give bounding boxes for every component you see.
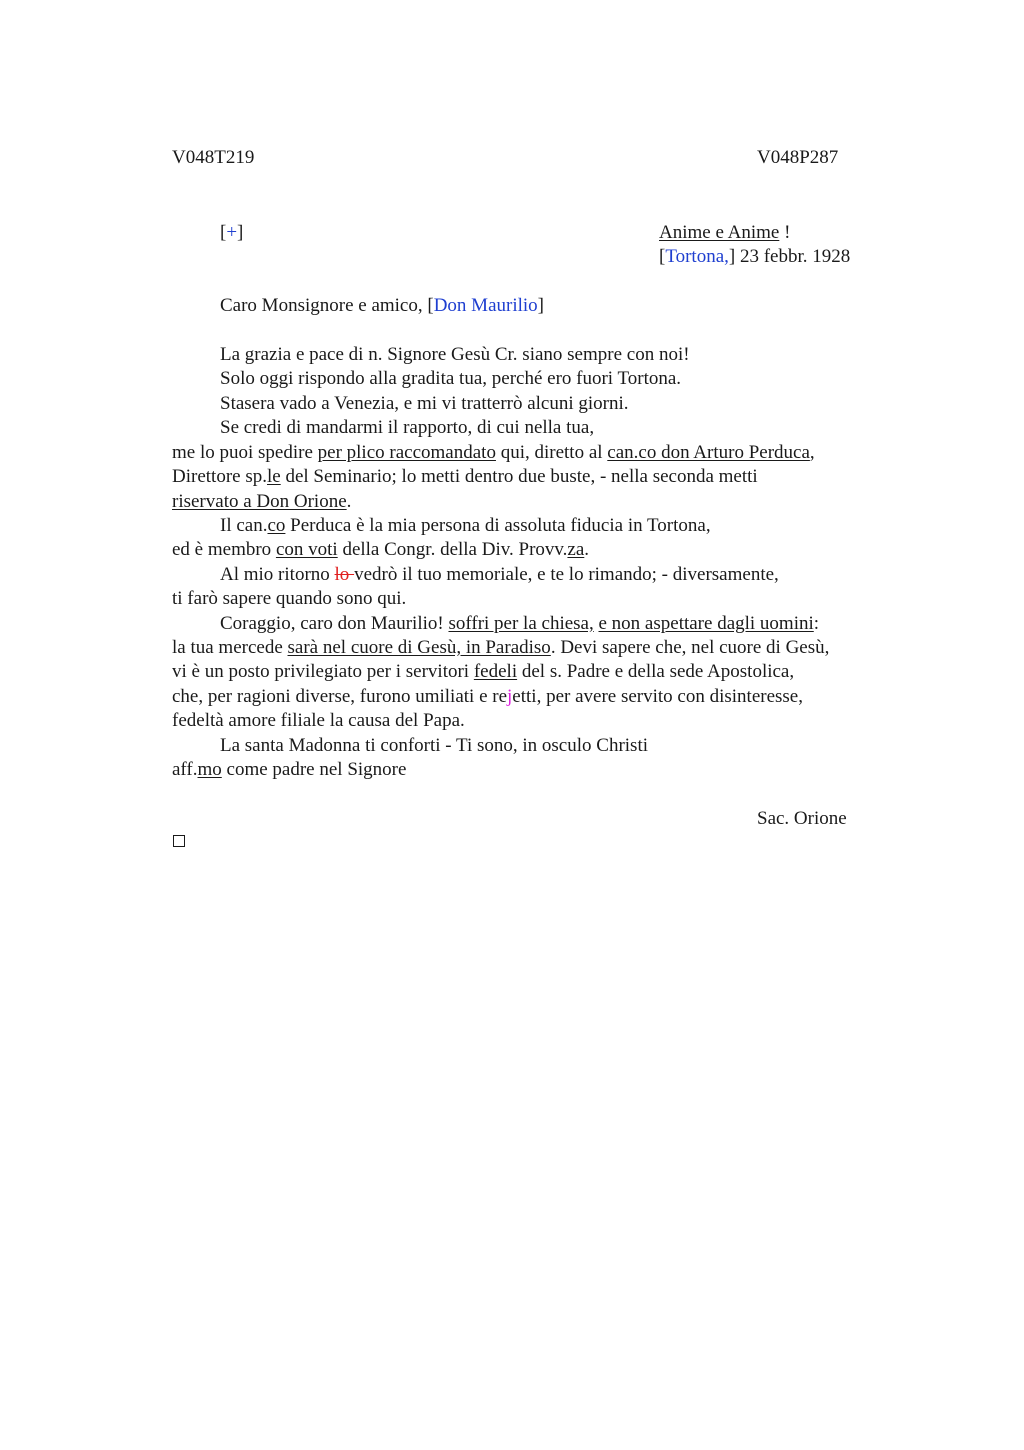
corrected-letter: j [507,686,513,707]
text: . Devi sapere che, nel cuore di Gesù, [550,637,830,658]
bracket-open: [ [220,222,227,243]
document-code-left: V048T219 [172,147,255,168]
text: , [809,442,815,463]
text: aff. [172,759,198,780]
body-line-10 [220,563,779,587]
text: vi è un posto privilegiato per i servitori [172,661,474,682]
cross-mark [220,221,243,245]
body-line-9 [172,538,589,562]
body-line-8 [220,514,711,538]
document-code-right: V048P287 [757,147,839,168]
body-line-17: La santa Madonna ti conforti - Ti sono, in osculo Christi [220,735,649,756]
text: etti, per avere servito con disinteresse, [512,686,803,707]
underlined-text: sarà nel cuore di Gesù, in Paradiso [287,637,551,658]
text: come padre nel Signore [221,759,407,780]
place-name: Tortona, [665,246,729,267]
body-line-6 [172,465,758,489]
text: della Congr. della Div. Provv. [337,539,568,560]
bracket-open: [ [427,295,434,316]
body-line-13 [172,636,829,660]
underlined-text: fedeli [473,661,518,682]
salutation-text: Caro Monsignore e amico, [220,295,428,316]
date-text: 23 febbr. 1928 [735,246,851,267]
body-line-3: Stasera vado a Venezia, e mi vi tratterrò alcuni giorni. [220,393,629,414]
text: la tua mercede [172,637,288,658]
body-line-11: ti farò sapere quando sono qui. [172,588,407,609]
bracket-open: [ [659,246,666,267]
body-line-5 [172,441,815,465]
bracket-close: ] [728,246,736,267]
text: Direttore sp. [172,466,267,487]
text: Perduca è la mia persona di assoluta fiducia in Tortona, [285,515,711,536]
underlined-text: co [267,515,286,536]
motto [659,221,790,245]
text: : [813,613,820,634]
body-line-18 [172,758,406,782]
body-line-12 [220,612,819,636]
underlined-text: con voti [275,539,338,560]
text: del Seminario; lo metti dentro due buste, - nella seconda metti [280,466,758,487]
text: . [584,539,590,560]
text: del s. Padre e della sede Apostolica, [517,661,795,682]
text: Coraggio, caro don Maurilio! [220,613,449,634]
body-line-15 [172,685,803,709]
cross-icon: + [226,222,238,243]
text: ed è membro [172,539,276,560]
salutation [220,294,544,318]
text: . [346,491,352,512]
date-line [659,245,850,269]
end-box-icon [173,835,185,847]
motto-punct: ! [779,222,791,243]
text: me lo puoi spedire [172,442,318,463]
underlined-text: za [567,539,585,560]
text: Il can. [220,515,268,536]
underlined-text: le [266,466,281,487]
underlined-text: can.co don Arturo Perduca [607,442,810,463]
body-line-2: Solo oggi rispondo alla gradita tua, perché ero fuori Tortona. [220,368,682,389]
text: che, per ragioni diverse, furono umiliati e re [172,686,508,707]
underlined-text: riservato a Don Orione [172,491,347,512]
body-line-14 [172,660,794,684]
body-line-1: La grazia e pace di n. Signore Gesù Cr. siano sempre con noi! [220,344,690,365]
text: Al mio ritorno [220,564,335,585]
body-line-16: fedeltà amore filiale la causa del Papa. [172,710,465,731]
underlined-text: soffri per la chiesa, [448,613,594,634]
underlined-text: per plico raccomandato [317,442,496,463]
underlined-text: e non aspettare dagli uomini [598,613,814,634]
text: qui, diretto al [495,442,608,463]
bracket-close: ] [237,222,244,243]
text: vedrò il tuo memoriale, e te lo rimando; - diversamente, [354,564,779,585]
motto-text: Anime e Anime [659,222,780,243]
deleted-text: lo [334,564,355,585]
signature: Sac. Orione [757,808,847,829]
underlined-text: mo [197,759,222,780]
body-line-7 [172,490,351,514]
bracket-close: ] [537,295,544,316]
recipient-name: Don Maurilio [433,295,538,316]
body-line-4: Se credi di mandarmi il rapporto, di cui nella tua, [220,417,595,438]
